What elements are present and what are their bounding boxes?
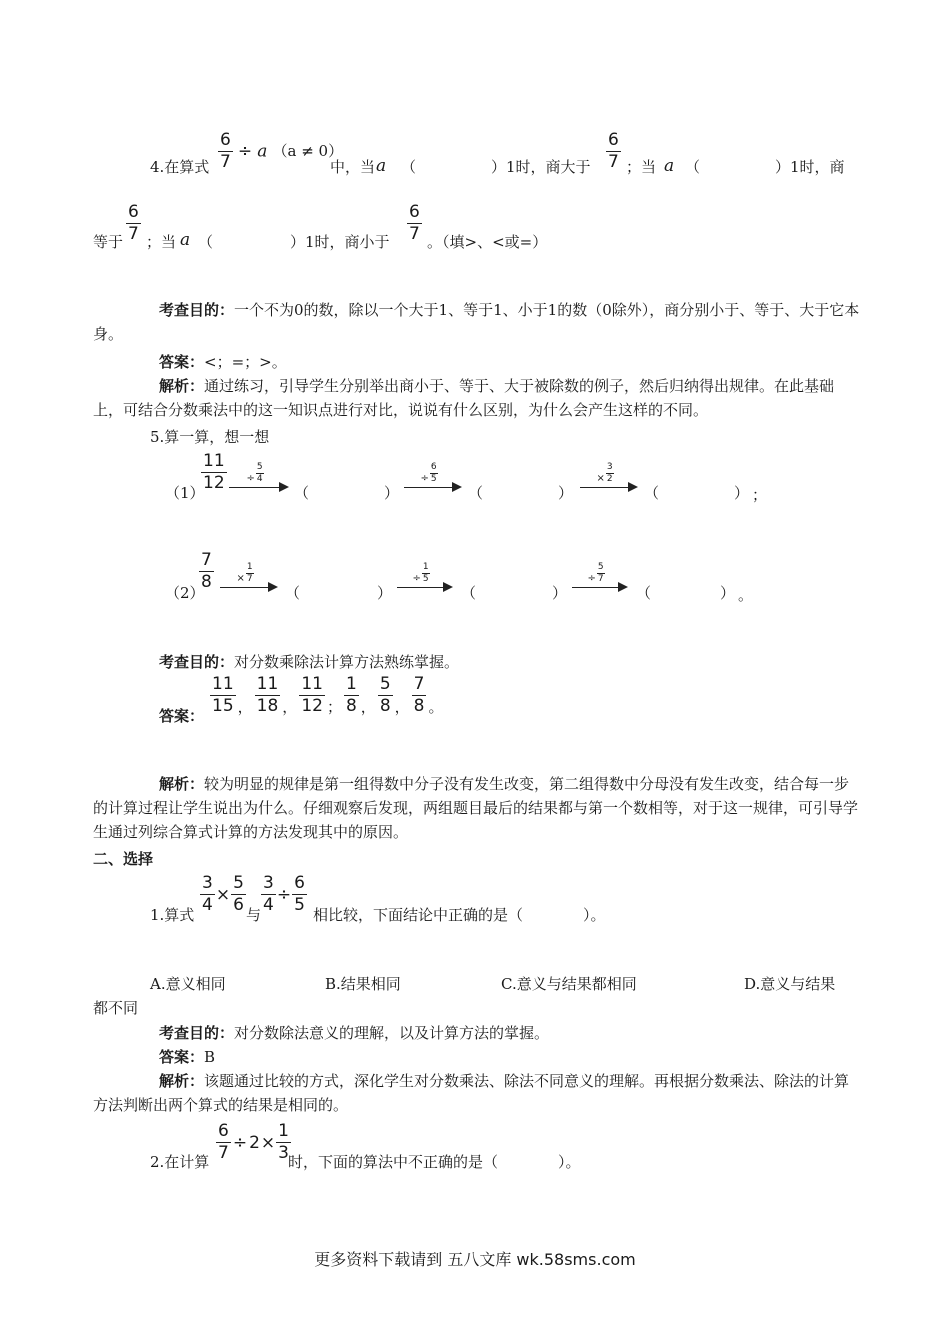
q5-row1-arrow-3: × $\frac{3}{2}$ xyxy=(580,463,638,497)
q5-r2-blank1-open: （ xyxy=(285,584,301,602)
q5-r2-blank2-close: ） xyxy=(552,584,568,602)
arrow-head-icon xyxy=(268,582,278,592)
option-c: C.意义与结果都相同 xyxy=(501,975,637,993)
q4-frac-c: $\frac{6}{7}$ xyxy=(409,202,420,244)
arrow-head-icon xyxy=(279,482,289,492)
q4-condition: （a ≠ 0） xyxy=(272,142,344,160)
q5-r2-blank3-open: （ xyxy=(636,584,652,602)
q5-title: 5.算一算，想一想 xyxy=(150,428,270,446)
answer-fraction: $\frac{11}{18}$ xyxy=(256,674,279,716)
q4-var-1: a xyxy=(376,156,387,176)
q4-var: a xyxy=(257,141,268,162)
option-d: D.意义与结果 xyxy=(744,975,836,993)
q4-var-2: a xyxy=(664,156,675,176)
option-b: B.结果相同 xyxy=(325,975,401,993)
q5-analysis: 解析：较为明显的规律是第一组得数中分子没有发生改变，第二组得数中分母没有发生改变，结合每一步的计算过程让学生说出为什么。仔细观察后发现，两组题目最后的结果都与第一个数相等，对于这一规律，可引导学生通过列综合算式计算的方法发现其中的原因。 xyxy=(93,775,859,841)
s2-q1-expression-1: $\frac{3}{4}$ × $\frac{5}{6}$ xyxy=(202,873,244,915)
q4-answer: 答案：<；=；>。 xyxy=(159,353,287,371)
q5-row2-label: （2） xyxy=(165,584,205,602)
s2-q1-and: 与 xyxy=(246,906,262,924)
q5-r1-blank3-close: ） xyxy=(734,484,750,502)
option-d-wrap: 都不同 xyxy=(93,999,139,1017)
q4-equal-text: 等于 xyxy=(93,233,124,251)
q5-row1-start: $\frac{11}{12}$ xyxy=(203,451,225,493)
q4-hint: 。（填>、<或=） xyxy=(427,233,548,251)
q5-r1-blank2-open: （ xyxy=(468,484,484,502)
fraction-6-7: $\frac{6}{7}$ xyxy=(220,130,231,172)
q4-paren-2: （ xyxy=(685,158,701,176)
s2-q2-expression: $\frac{6}{7}$ ÷ 2 × $\frac{1}{3}$ xyxy=(218,1121,289,1163)
answer-separator: ， xyxy=(237,698,253,716)
q4-analysis: 解析：通过练习，引导学生分别举出商小于、等于、大于被除数的例子，然后归纳得出规律。在此基础上，可结合分数乘法中的这一知识点进行对比，说说有什么区别，为什么会产生这样的不同。 xyxy=(93,377,835,419)
q5-row1-end: ； xyxy=(752,486,768,504)
q4-text-line1-end: ）1时，商 xyxy=(775,158,845,176)
q4-purpose: 考查目的：一个不为0的数，除以一个大于1、等于1、小于1的数（0除外），商分别小于、等于、大于它本身。 xyxy=(93,301,860,343)
q5-row2-arrow-2: ÷ $\frac{1}{5}$ xyxy=(397,563,453,597)
s2-q2-suffix: 时，下面的算法中不正确的是（ ）。 xyxy=(288,1153,581,1171)
arrow-head-icon xyxy=(452,482,462,492)
q5-r1-blank3-open: （ xyxy=(644,484,660,502)
answer-fraction: $\frac{7}{8}$ xyxy=(413,674,425,716)
q4-expression xyxy=(218,132,343,171)
q5-r1-blank1-close: ） xyxy=(384,484,400,502)
s2-q1-prefix: 1.算式 xyxy=(150,906,195,924)
answer-separator: ， xyxy=(282,698,298,716)
q4-text-less: ）1时，商小于 xyxy=(290,233,390,251)
q5-row2-arrow-1: × $\frac{1}{7}$ xyxy=(220,563,278,597)
q4-semi-2: ；当 xyxy=(146,233,177,251)
q5-answer-label: 答案： xyxy=(159,707,205,725)
answer-fraction: $\frac{11}{15}$ xyxy=(212,674,234,716)
q4-text-greater: ）1时，商大于 xyxy=(491,158,591,176)
s2-q2-prefix: 2.在计算 xyxy=(150,1153,210,1171)
divide-sign: ÷ xyxy=(232,1132,248,1153)
q4-prefix: 4.在算式 xyxy=(150,158,210,176)
times-sign: × xyxy=(215,884,231,905)
answer-separator: ， xyxy=(360,698,376,716)
answer-separator: ， xyxy=(394,698,410,716)
divide-sign: ÷ xyxy=(237,141,253,162)
q5-row2-end: 。 xyxy=(738,586,754,604)
q4-var-3: a xyxy=(180,230,191,250)
q4-mid: 中，当 xyxy=(330,158,376,176)
q5-row1-arrow-1: ÷ $\frac{5}{4}$ xyxy=(229,463,289,497)
q5-r2-blank2-open: （ xyxy=(461,584,477,602)
q4-frac-a: $\frac{6}{7}$ xyxy=(608,130,619,172)
arrow-head-icon xyxy=(443,582,453,592)
section-heading: 二、选择 xyxy=(93,850,154,868)
s2-q1-purpose: 考查目的：对分数除法意义的理解，以及计算方法的掌握。 xyxy=(159,1024,550,1042)
divide-sign: ÷ xyxy=(276,884,292,905)
q5-r2-blank3-close: ） xyxy=(720,584,736,602)
q4-frac-b: $\frac{6}{7}$ xyxy=(128,202,139,244)
q4-paren-1: （ xyxy=(401,158,417,176)
arrow-head-icon xyxy=(628,482,638,492)
s2-q1-analysis: 解析：该题通过比较的方式，深化学生对分数乘法、除法不同意义的理解。再根据分数乘法、除法的计算方法判断出两个算式的结果是相同的。 xyxy=(93,1072,850,1114)
digit-two: 2 xyxy=(249,1132,260,1153)
q5-row1-label: （1） xyxy=(165,484,205,502)
q5-r1-blank1-open: （ xyxy=(294,484,310,502)
q5-row1-arrow-2: ÷ $\frac{6}{5}$ xyxy=(404,463,462,497)
arrow-head-icon xyxy=(618,582,628,592)
answer-separator: ； xyxy=(326,698,342,716)
answer-separator: 。 xyxy=(428,698,444,716)
q4-paren-3: （ xyxy=(198,233,214,251)
s2-q1-expression-2: $\frac{3}{4}$ ÷ $\frac{6}{5}$ xyxy=(263,873,305,915)
option-a: A.意义相同 xyxy=(150,975,226,993)
footer-watermark: 更多资料下载请到 五八文库 wk.58sms.com xyxy=(314,1250,636,1269)
times-sign: × xyxy=(260,1132,276,1153)
q5-r1-blank2-close: ） xyxy=(558,484,574,502)
q5-answer-fractions xyxy=(208,676,444,715)
answer-fraction: $\frac{11}{12}$ xyxy=(301,674,323,716)
q4-semi-1: ；当 xyxy=(626,158,657,176)
q5-purpose: 考查目的：对分数乘除法计算方法熟练掌握。 xyxy=(159,653,460,671)
q5-r2-blank1-close: ） xyxy=(377,584,393,602)
s2-q1-suffix: 相比较，下面结论中正确的是（ ）。 xyxy=(313,906,606,924)
s2-q1-answer: 答案：B xyxy=(159,1048,216,1066)
answer-fraction: $\frac{5}{8}$ xyxy=(379,674,391,716)
q5-row2-start: $\frac{7}{8}$ xyxy=(201,550,212,592)
answer-fraction: $\frac{1}{8}$ xyxy=(345,674,357,716)
q5-row2-arrow-3: ÷ $\frac{5}{7}$ xyxy=(572,563,628,597)
